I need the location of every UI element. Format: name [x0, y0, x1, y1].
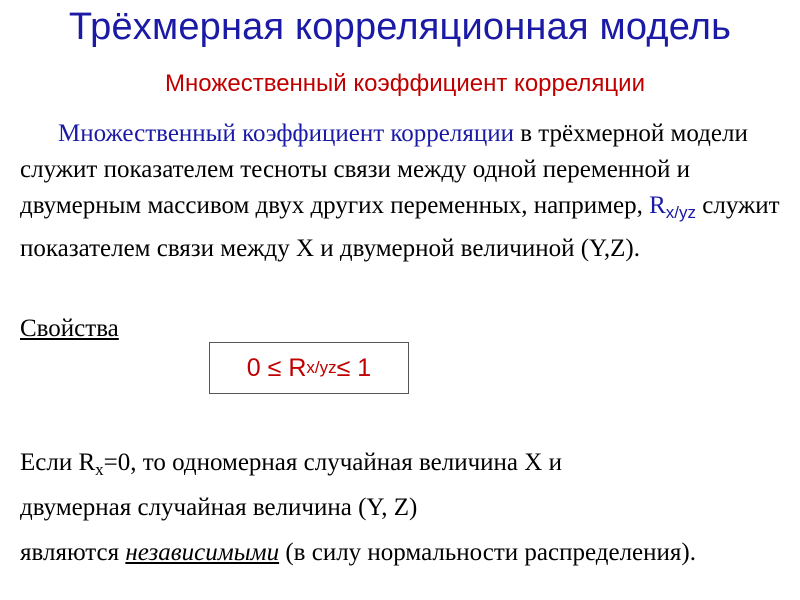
- formula-left: 0 ≤ R: [246, 353, 307, 382]
- property-formula: [209, 342, 409, 394]
- slide-subtitle: Множественный коэффициент корреляции: [165, 70, 645, 97]
- definition-paragraph: [20, 116, 790, 267]
- slide-title: Трёхмерная корреляционная модель: [68, 6, 732, 48]
- conclusion-line-3: являются независимыми (в силу нормальности распределения).: [20, 539, 696, 566]
- conclusion-line-2: двумерная случайная величина (Y, Z): [20, 494, 418, 521]
- independent-emphasis: независимыми: [125, 539, 280, 566]
- definition-term: Множественный коэффициент корреляции: [58, 120, 514, 147]
- properties-heading: Свойства: [20, 315, 119, 342]
- definition-text-2: служит показателем связи между X и двумерной величиной (Y,Z).: [20, 192, 780, 262]
- formula-subscript: x/yz: [306, 358, 337, 377]
- definition-text-1: в трёхмерной модели служит показателем тесноты связи между одной переменной и двумерным массивом двух других переменных, например,: [20, 120, 748, 219]
- formula-right: ≤ 1: [336, 353, 372, 382]
- conclusion-line-1: Если $R_x=0$, то одномерная случайная величина X и: [20, 449, 562, 479]
- coefficient-symbol: $R_{x/yz}$: [649, 192, 697, 222]
